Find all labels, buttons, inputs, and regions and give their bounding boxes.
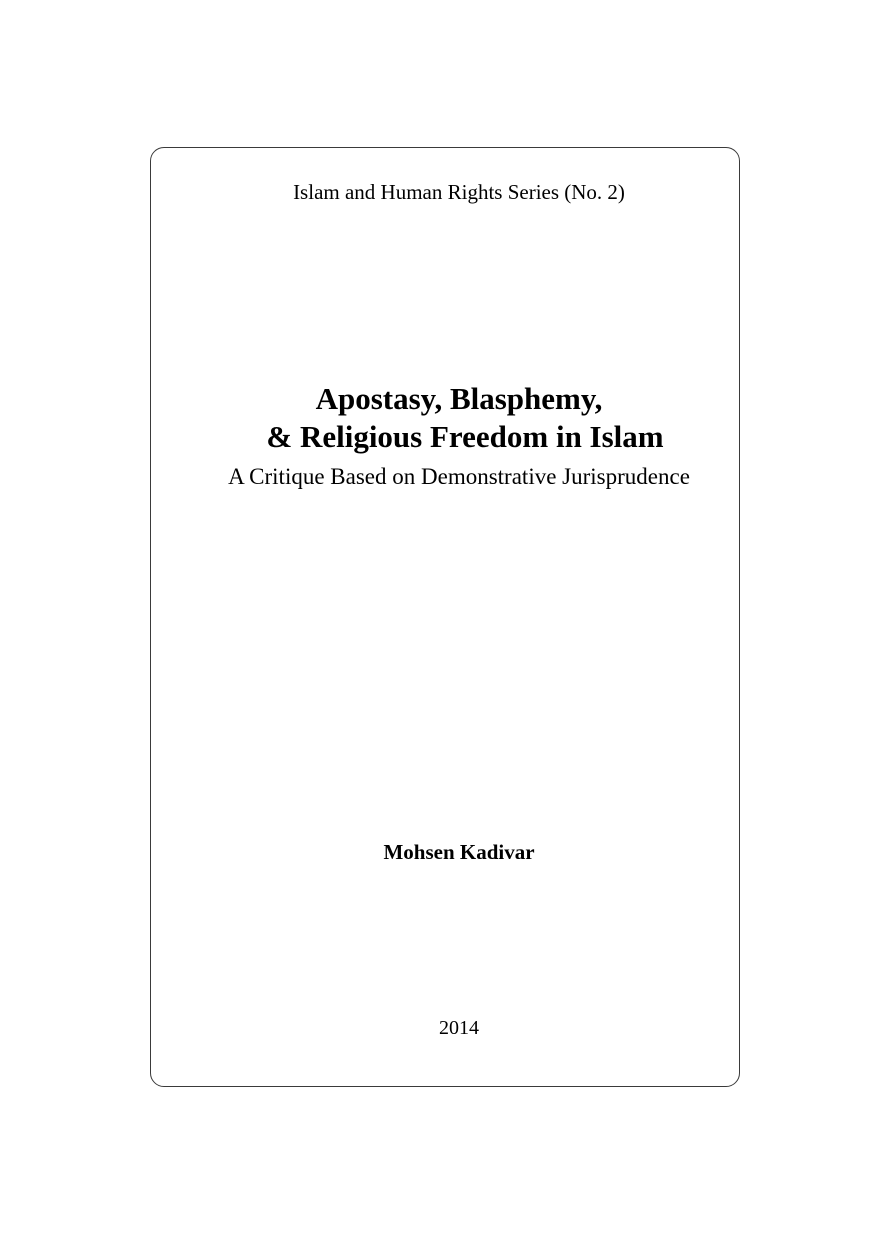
- book-title-line-1: Apostasy, Blasphemy,: [315, 381, 603, 416]
- series-label: Islam and Human Rights Series (No. 2): [293, 180, 625, 204]
- book-subtitle: A Critique Based on Demonstrative Jurisprudence: [228, 464, 690, 489]
- publication-year: 2014: [439, 1017, 479, 1039]
- title-page-border: [150, 147, 740, 1087]
- book-title: [0, 380, 874, 456]
- book-title-line-2: & Religious Freedom in Islam: [266, 419, 664, 454]
- author-name: Mohsen Kadivar: [383, 840, 535, 864]
